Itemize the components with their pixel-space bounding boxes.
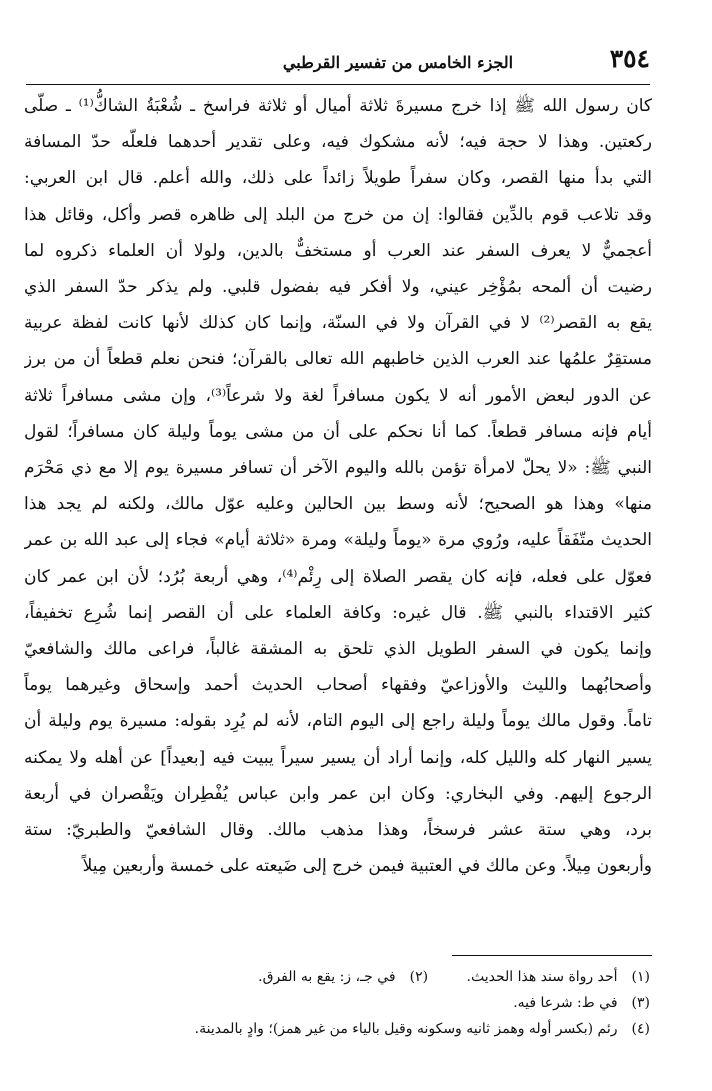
text-line-19: يسير النهار كله والليل كله، وإنما أراد أن يسير سيراً يبيت فيه [بعيداً] عن أهله ولا يمكنه [24,747,652,768]
footnote-row-2 [24,990,650,1016]
text-line-2: ركعتين. وهذا لا حجة فيه؛ لأنه مشكوك فيه، وعلى تقدير أحدهما فلعلّه حدّ المسافة [24,132,652,153]
text-line-18: تاماً. وقول مالك يوماً وليلة راجع إلى اليوم التام، لأنه لم يُرِد بقوله: مسيرة يوم وليلة أن [24,711,652,732]
text-line-20: الرجوع إليهم. وفي البخاري: وكان ابن عمر وابن عباس يُفْطِران ويَقْصران في أربعة [24,783,652,804]
footnote-3 [513,990,650,1016]
text-line-16: وإنما يكون في السفر الطويل الذي تلحق به المشقة غالباً، فراعى مالك والشافعيّ [24,639,652,660]
text-line-7: يقع به القصر⁽²⁾ لا في القرآن ولا في السنّة، وإنما كان كذلك لأنها كانت لفظة عربية [24,313,652,334]
running-title: الجزء الخامس من تفسير القرطبي [282,53,514,72]
footnote-row-3 [24,1016,650,1042]
text-line-17: وأصحابُهما والليث والأوزاعيّ وفقهاء أصحاب الحديث أحمد وإسحاق وغيرهما يوماً [24,675,652,696]
text-line-4: وقد تلاعب قوم بالدِّين فقالوا: إن من خرج من البلد إلى ظاهره قصر وأكل، وقائل هذا [24,204,652,225]
main-text [24,88,652,884]
text-line-14: فعوّل على فعله، فإنه كان يقصر الصلاة إلى رِئْم⁽⁴⁾، وهي أربعة بُرُد؛ لأن ابن عمر كان [24,566,652,587]
footnote-2 [258,964,428,990]
footnotes [24,964,650,1042]
footnote-1 [467,964,650,990]
text-line-11: النبي ﷺ: «لا يحلّ لامرأة تؤمن بالله واليوم الآخر أن تسافر مسيرة يوم إلا مع ذي مَحْرَم [24,458,652,479]
text-line-22: وأربعون مِيلاً. وعن مالك في العتبية فيمن خرج إلى ضَيعته على خمسة وأربعين مِيلاً [82,856,652,877]
footnote-3-text: في ط: شرعا فيه. [513,995,618,1011]
text-line-13: الحديث متّفَقاً عليه، ورُوي مرة «يوماً وليلة» ومرة «ثلاثة أيام» فجاء إلى عبد الله بن عمر [24,530,652,551]
text-line-9: عن الدور لبعض الأمور أنه لا يكون مسافراً لغة ولا شرعاً⁽³⁾، وإن مشى مسافراً ثلاثة [24,385,652,406]
text-line-12: منها» وهذا هو الصحيح؛ لأنه وسط بين الحالين وعليه عوّل مالك، ولكنه لم يجد هذا [24,494,652,515]
text-line-5: أعجميٌّ لا يعرف السفر عند العرب أو مستخفٌّ بالدين، ولولا أن العلماء ذكروه لما [24,240,652,261]
footnote-1-marker: (١) [631,969,650,985]
footnote-4-marker: (٤) [631,1021,650,1037]
footnote-row-1 [24,964,650,990]
text-line-15: كثير الاقتداء بالنبي ﷺ. قال غيره: وكافة العلماء على أن القصر إنما شُرِع تخفيفاً، [24,602,652,623]
text-line-10: أيام فإنه مسافر قطعاً. كما أنا نحكم على أن من مشى يوماً وليلة كان مسافراً؛ لقول [24,421,652,442]
page-header [26,40,650,85]
text-line-6: رضيت أن ألمحه بمُؤْخِر عيني، ولا أفكر فيه بفضول قلبي. ولم يذكر حدّ السفر الذي [24,277,652,298]
footnote-2-marker: (٢) [409,969,429,985]
footnote-divider [452,955,652,956]
text-line-1: كان رسول الله ﷺ إذا خرج مسيرةَ ثلاثة أميال أو ثلاثة فراسخ ـ شُعْبَةُ الشاكُّ⁽¹⁾ ـ صلّى [24,96,652,116]
page-number: ٣٥٤ [609,44,650,73]
footnote-4 [195,1016,650,1042]
text-line-8: مستقِرٌ علمُها عند العرب الذين خاطبهم الله تعالى بالقرآن؛ فنحن نعلم قطعاً أن من برز [24,349,652,370]
footnote-1-text: أحد رواة سند هذا الحديث. [466,969,618,985]
footnote-2-text: في جـ، ز: يقع به الفرق. [258,969,396,985]
text-line-21: برد، وهي ستة عشر فرسخاً، وهذا مذهب مالك. وقال الشافعيّ والطبريّ: ستة [24,820,652,841]
text-line-3: التي بدأ منها القصر، وكان سفراً طويلاً زائداً على ذلك، والله أعلم. قال ابن العربي: [24,168,652,189]
footnote-4-text: رئم (بكسر أوله وهمز ثانيه وسكونه وقيل بالياء من غير همز)؛ وادٍ بالمدينة. [194,1021,618,1037]
footnote-3-marker: (٣) [631,995,650,1011]
